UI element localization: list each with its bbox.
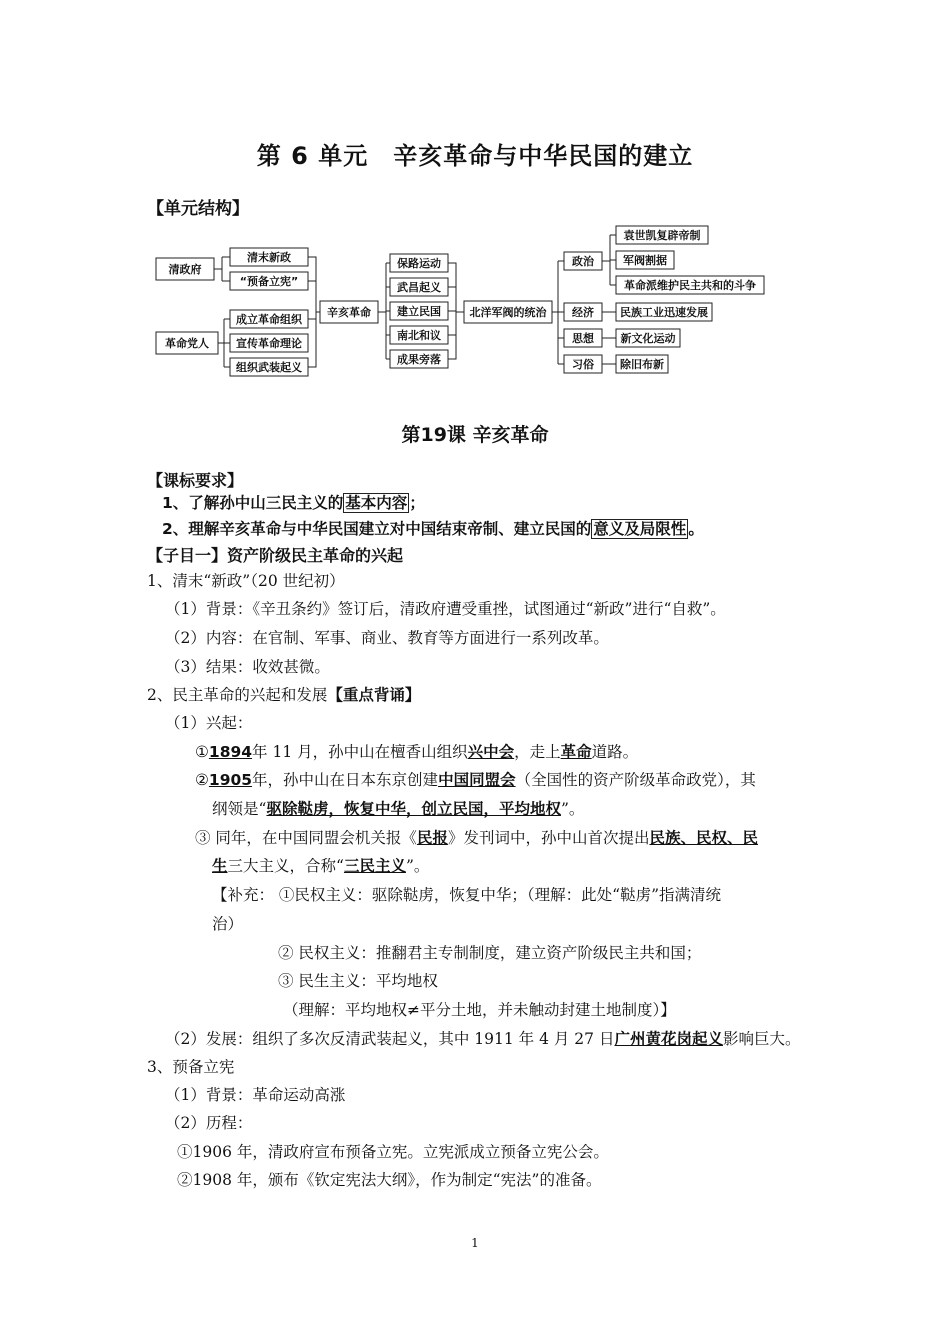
box-qing-label: 清政府: [168, 263, 202, 276]
s3-process: （2）历程：: [165, 1114, 253, 1132]
req1-text: 1、了解孙中山三民主义的: [162, 494, 344, 512]
requirement-2: [162, 518, 704, 540]
box-aspect-0-label: 政治: [572, 255, 594, 268]
req2-end: 。: [688, 520, 704, 538]
box-aspect-2-label: 思想: [572, 332, 594, 345]
s3-heading: 3、预备立宪: [147, 1058, 235, 1076]
box-center-item-1-label: 武昌起义: [397, 281, 441, 294]
point-3-principles-end: 生: [212, 857, 228, 875]
point-2-program-label: 纲领是“: [212, 800, 267, 818]
point-3-text2: 》发刊词中，孙中山首次提出: [447, 829, 650, 847]
point-2-cont: [212, 798, 584, 820]
point-3-newspaper: 民报: [416, 829, 448, 847]
box-custom-item-label: 除旧布新: [620, 358, 664, 371]
s2-title: 2、民主革命的兴起和发展: [147, 686, 328, 704]
unit-structure-heading: 【单元结构】: [147, 199, 249, 219]
requirement-1: [162, 492, 425, 514]
point-2-year: 1905: [208, 771, 253, 789]
s1-result: （3）结果：收效甚微。: [165, 658, 330, 676]
s3-background: （1）背景：革命运动高涨: [165, 1086, 346, 1104]
box-politics-item-2-label: 革命派维护民主共和的斗争: [624, 279, 756, 292]
box-politics-item-0-label: 袁世凯复辟帝制: [623, 229, 701, 242]
point-2-org: 中国同盟会: [438, 771, 516, 789]
box-qing-item-0-label: 清末新政: [247, 251, 291, 264]
lesson-title: 第19课 辛亥革命: [401, 424, 549, 446]
box-politics-item-1-label: 军阀割据: [623, 254, 667, 267]
s2-development-text: （2）发展：组织了多次反清武装起义，其中 1911 年 4 月 27 日: [165, 1030, 615, 1048]
point-1-end: 道路。: [591, 743, 639, 761]
point-3-cont: [212, 855, 429, 877]
point-3-text: ③ 同年，在中国同盟会机关报《: [195, 829, 417, 847]
point-2-text2: （全国性的资产阶级革命政党），其: [515, 771, 756, 789]
point-2-program: 驱除鞑虏，恢复中华，创立民国，平均地权: [266, 800, 561, 818]
s2-development-end: 影响巨大。: [722, 1030, 801, 1048]
supplement-1-cont: 治）: [212, 915, 244, 933]
s2-development-uprising: 广州黄花岗起义: [614, 1030, 723, 1048]
req1-end: ；: [409, 494, 425, 512]
box-center-item-3-label: 南北和议: [397, 329, 441, 342]
box-rev-item-1-label: 宣传革命理论: [236, 337, 302, 350]
box-economy-item-label: 民族工业迅速发展: [620, 306, 708, 319]
unit-structure-diagram: [150, 222, 770, 380]
box-aspect-3-label: 习俗: [572, 358, 594, 371]
s1-background: （1）背景：《辛丑条约》签订后，清政府遭受重挫，试图通过“新政”进行“自救”。: [165, 600, 726, 618]
box-rev-item-0-label: 成立革命组织: [236, 313, 302, 326]
page-number: 1: [471, 1236, 479, 1250]
point-1-text: 年 11 月，孙中山在檀香山组织: [252, 743, 468, 761]
requirements-heading: 【课标要求】: [147, 471, 244, 490]
box-beiyang-label: 北洋军阀的统治: [469, 306, 547, 319]
box-aspect-1-label: 经济: [572, 306, 594, 319]
point-1-org: 兴中会: [467, 743, 515, 761]
s1-content: （2）内容：在官制、军事、商业、教育等方面进行一系列改革。: [165, 629, 609, 647]
req2-boxed: 意义及局限性: [593, 520, 687, 538]
point-1-text2: ，走上: [514, 743, 561, 761]
box-center-label: 辛亥革命: [327, 306, 371, 319]
box-center-item-4-label: 成果旁落: [397, 353, 441, 366]
req2-text: 2、理解辛亥革命与中华民国建立对中国结束帝制、建立民国的: [162, 520, 592, 538]
s3-process-1: ①1906 年，清政府宣布预备立宪。立宪派成立预备立宪公会。: [177, 1143, 609, 1161]
s2-heading: [147, 684, 420, 706]
supplement-4: （理解：平均地权≠平分土地，并未触动封建土地制度）】: [283, 1001, 676, 1019]
subsection-1-heading: 【子目一】资产阶级民主革命的兴起: [147, 546, 404, 565]
box-qing-item-1-label: “预备立宪”: [239, 275, 299, 288]
point-2-text: 年，孙中山在日本东京创建: [252, 771, 439, 789]
point-1: [195, 741, 638, 763]
point-2-marker: ②: [195, 771, 209, 789]
point-1-marker: ①: [195, 743, 209, 761]
point-3-end: ”。: [405, 857, 430, 875]
box-revparty-label: 革命党人: [165, 337, 209, 350]
req1-boxed: 基本内容: [345, 494, 408, 512]
box-center-item-0-label: 保路运动: [397, 257, 441, 270]
box-thought-item-label: 新文化运动: [620, 332, 676, 345]
point-1-year: 1894: [208, 743, 253, 761]
supplement-2: ② 民权主义：推翻君主专制制度，建立资产阶级民主共和国；: [278, 944, 702, 962]
s3-process-2: ②1908 年，颁布《钦定宪法大纲》，作为制定“宪法”的准备。: [177, 1171, 602, 1189]
s1-heading: 1、清末“新政”（20 世纪初）: [147, 572, 345, 590]
s2-development: [165, 1028, 801, 1050]
point-3-principles: 民族、民权、民: [649, 829, 758, 847]
supplement-3: ③ 民生主义：平均地权: [278, 972, 438, 990]
point-3-text3: 三大主义，合称“: [227, 857, 344, 875]
point-2: [195, 769, 756, 791]
point-2-end: ”。: [560, 800, 585, 818]
point-3: [195, 827, 758, 849]
box-rev-item-2-label: 组织武装起义: [236, 361, 302, 374]
point-3-three-principles: 三民主义: [343, 857, 406, 875]
box-center-item-2-label: 建立民国: [397, 305, 441, 318]
s2-rise: （1）兴起：: [165, 714, 253, 732]
page-title: 第 6 单元 辛亥革命与中华民国的建立: [256, 142, 694, 170]
supplement-1: 【补充： ①民权主义：驱除鞑虏，恢复中华；（理解：此处“鞑虏”指满清统: [212, 886, 722, 904]
s2-key-tag: 【重点背诵】: [327, 686, 421, 704]
point-1-revolution: 革命: [560, 743, 592, 761]
